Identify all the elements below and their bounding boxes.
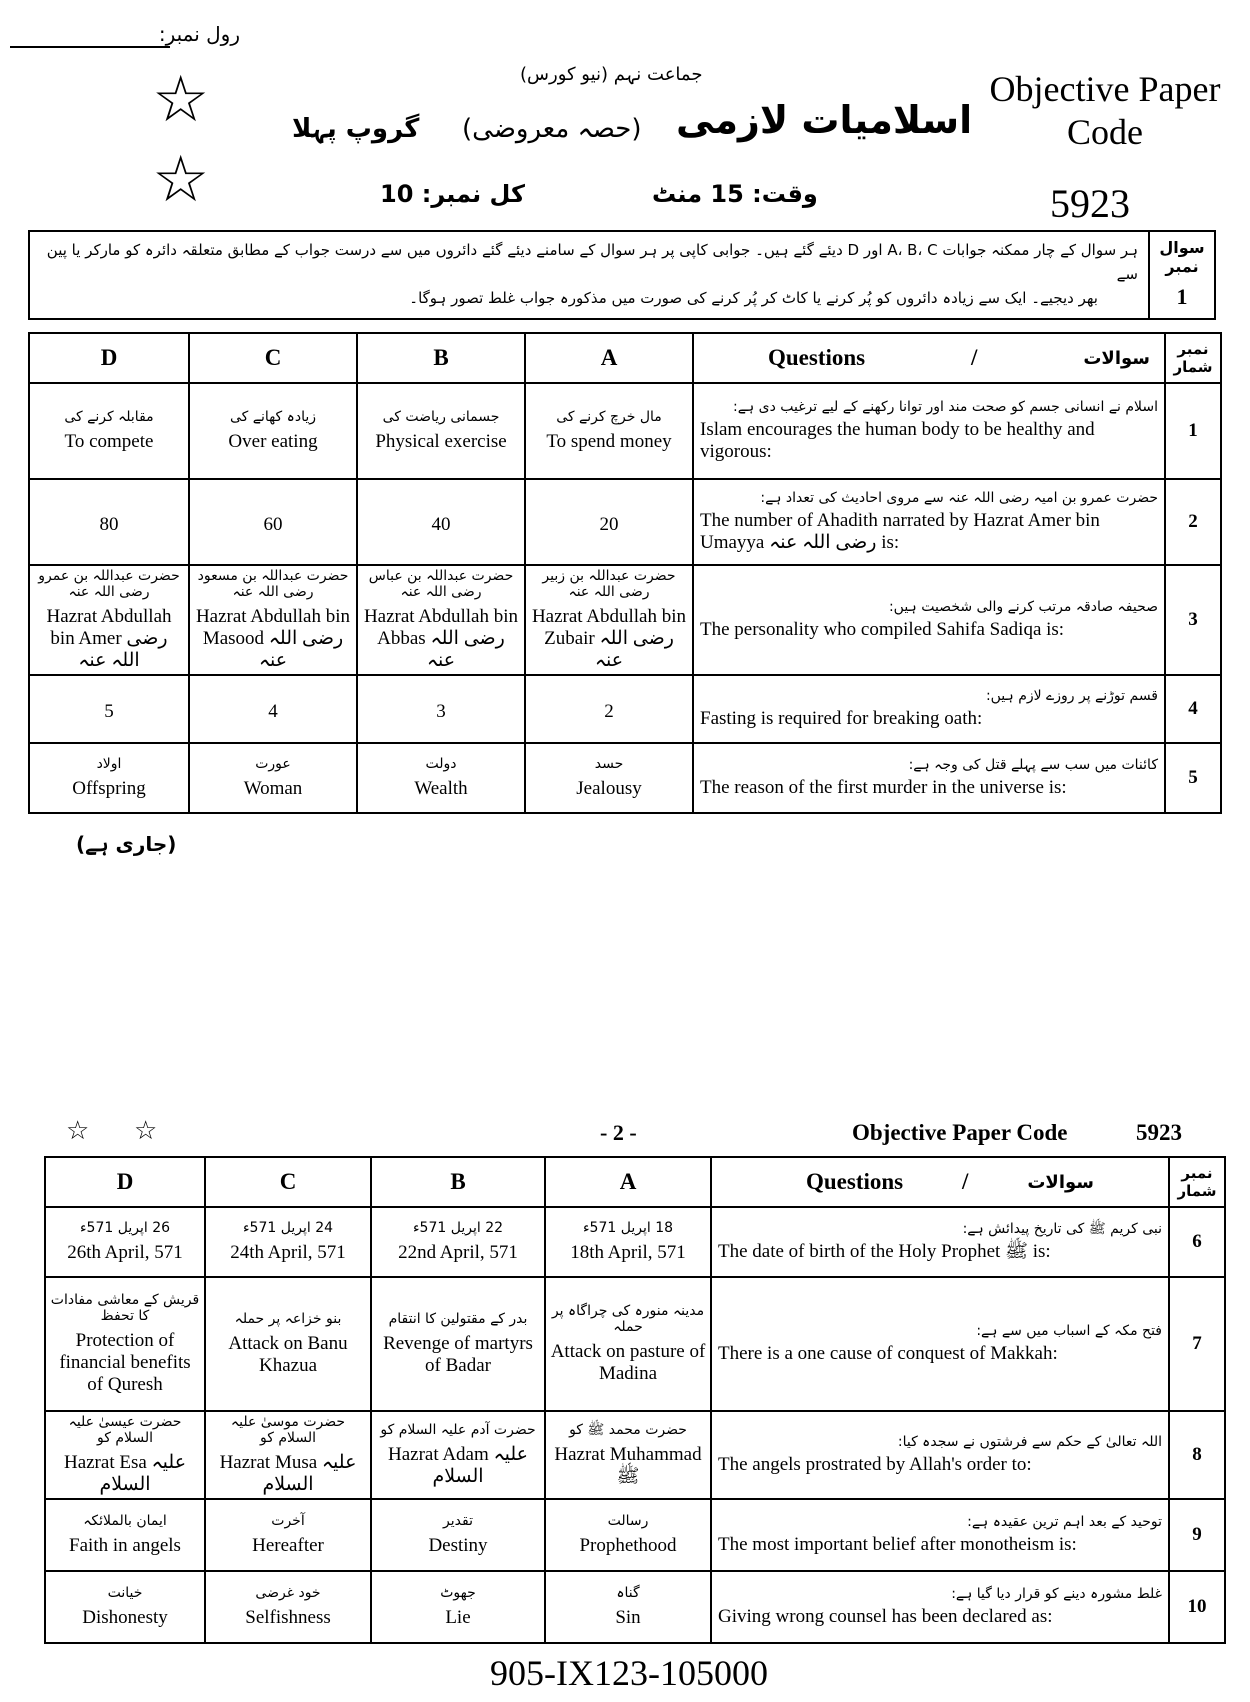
- option-c-english: 60: [263, 514, 283, 536]
- option-d-urdu: مقابلہ کرنے کی: [64, 409, 154, 426]
- question-number: 7: [1169, 1277, 1225, 1411]
- column-header-a: A: [525, 333, 693, 383]
- option-b: [371, 1411, 545, 1499]
- question-urdu: صحیفہ صادقہ مرتب کرنے والی شخصیت ہیں:: [888, 598, 1158, 615]
- option-c-urdu: آخرت: [271, 1512, 305, 1529]
- option-c: [205, 1571, 371, 1643]
- question-urdu: اللہ تعالیٰ کے حکم سے فرشتوں نے سجدہ کیا:: [897, 1433, 1162, 1450]
- option-c: [205, 1277, 371, 1411]
- option-d-english: Hazrat Abdullah bin Amer رضی اللہ عنہ: [46, 606, 172, 671]
- question-row: [29, 383, 1221, 479]
- option-a-urdu: گناہ: [616, 1584, 640, 1601]
- footer-code: 905-IX123-105000: [490, 1653, 768, 1693]
- option-d: [29, 479, 189, 565]
- option-b-english: Lie: [445, 1607, 471, 1628]
- subject-title: اسلامیات لازمی: [676, 98, 973, 142]
- roll-number-line[interactable]: [10, 46, 170, 48]
- option-a-english: Hazrat Muhammad ﷺ: [554, 1444, 702, 1487]
- question-urdu: فتح مکہ کے اسباب میں سے ہے:: [976, 1323, 1162, 1340]
- option-b-english: Physical exercise: [375, 431, 507, 453]
- question-row: [29, 743, 1221, 813]
- option-b: [371, 1571, 545, 1643]
- option-b: [357, 743, 525, 813]
- question-urdu: اسلام نے انسانی جسم کو صحت مند اور توانا رکھنے کے لیے ترغیب دی ہے:: [733, 399, 1158, 416]
- column-header-serial: نمبر شمار: [1169, 1157, 1225, 1207]
- option-d-english: 5: [104, 700, 114, 722]
- option-a-urdu: حضرت محمد ﷺ کو: [569, 1422, 687, 1439]
- page-2-paper-code-label: Objective Paper Code: [852, 1120, 1068, 1145]
- question-row: [45, 1207, 1225, 1277]
- option-c: [205, 1207, 371, 1277]
- option-a-urdu: رسالت: [607, 1512, 649, 1529]
- option-a-english: 20: [599, 514, 619, 536]
- option-a-urdu: حضرت عبداللہ بن زبیر رضی اللہ عنہ: [542, 568, 676, 601]
- instructions-box: [28, 230, 1216, 320]
- option-d-urdu: اولاد: [96, 755, 122, 772]
- option-d-urdu: ایمان بالملائکہ: [83, 1512, 167, 1529]
- option-d: [29, 675, 189, 743]
- question-text: [693, 383, 1165, 479]
- option-a: [525, 565, 693, 675]
- option-d-english: 26th April, 571: [67, 1242, 183, 1264]
- question-row: [29, 675, 1221, 743]
- option-b-urdu: 22 اپریل 571ء: [412, 1220, 504, 1237]
- option-d-english: Protection of financial benefits of Quresh: [59, 1330, 191, 1396]
- page-number: - 2 -: [600, 1120, 637, 1145]
- questions-slash: /: [971, 345, 978, 370]
- column-header-b: B: [371, 1157, 545, 1207]
- question-english: The reason of the first murder in the universe is:: [700, 776, 1067, 798]
- option-d-english: Hazrat Esa علیہ السلام: [63, 1452, 187, 1496]
- option-a-urdu: مدینہ منورہ کی چراگاہ پر حملہ: [551, 1303, 705, 1336]
- questions-table-page-2: [44, 1156, 1226, 1644]
- option-a-urdu: حسد: [594, 755, 624, 772]
- option-b: [357, 675, 525, 743]
- question-row: [45, 1571, 1225, 1643]
- roll-number-label: رول نمبر:: [158, 22, 240, 46]
- question-urdu: غلط مشورہ دینے کو قرار دیا گیا ہے:: [951, 1585, 1162, 1602]
- question-number: 8: [1169, 1411, 1225, 1499]
- option-b: [371, 1277, 545, 1411]
- question-text: [693, 675, 1165, 743]
- question-text: [711, 1411, 1169, 1499]
- option-a-english: Attack on pasture of Madina: [550, 1341, 706, 1385]
- question-number: 9: [1169, 1499, 1225, 1571]
- question-english: Islam encourages the human body to be healthy and vigorous:: [700, 419, 1095, 463]
- option-a-english: Hazrat Abdullah bin Zubair رضی اللہ عنہ: [531, 606, 687, 671]
- option-d-urdu: قریش کے معاشی مفادات کا تحفظ: [50, 1292, 200, 1325]
- class-label: جماعت نہم (نیو کورس): [520, 64, 703, 85]
- question-english: The angels prostrated by Allah's order to:: [718, 1454, 1032, 1476]
- option-b-urdu: جسمانی ریاضت کی: [382, 409, 500, 426]
- section-label: (حصہ معروضی): [462, 114, 642, 144]
- option-c-english: Hazrat Musa علیہ السلام: [219, 1452, 357, 1496]
- option-b-english: 22nd April, 571: [398, 1242, 518, 1264]
- star-icon: ☆: [152, 143, 210, 217]
- option-d-english: 80: [99, 514, 119, 536]
- column-header-d: D: [29, 333, 189, 383]
- column-header-a: A: [545, 1157, 711, 1207]
- option-d-urdu: حضرت عیسیٰ علیہ السلام کو: [68, 1414, 182, 1447]
- option-b-urdu: تقدیر: [443, 1512, 473, 1529]
- option-b: [357, 565, 525, 675]
- column-header-questions: [693, 333, 1165, 383]
- table-header-row: [29, 333, 1221, 383]
- option-c-urdu: بنو خزاعہ پر حملہ: [234, 1311, 342, 1328]
- option-b-urdu: دولت: [425, 755, 457, 772]
- question-number: 1: [1176, 284, 1188, 309]
- column-header-questions: [711, 1157, 1169, 1207]
- continued-label: (جاری ہے): [76, 832, 177, 856]
- option-a: [525, 675, 693, 743]
- option-c: [189, 383, 357, 479]
- option-c-urdu: زیادہ کھانے کی: [229, 409, 317, 426]
- column-header-d: D: [45, 1157, 205, 1207]
- option-b-english: Hazrat Abdullah bin Abbas رضی اللہ عنہ: [363, 606, 519, 671]
- paper-code: 5923: [1050, 181, 1130, 226]
- option-b-english: Revenge of martyrs of Badar: [383, 1333, 533, 1377]
- option-d-english: Faith in angels: [69, 1535, 181, 1556]
- option-c-english: Over eating: [228, 431, 318, 453]
- instructions-text: [30, 232, 1150, 318]
- question-english: Giving wrong counsel has been declared as:: [718, 1606, 1053, 1627]
- question-urdu: قسم توڑنے پر روزے لازم ہیں:: [985, 687, 1158, 704]
- option-b-english: 40: [431, 514, 451, 536]
- option-b-urdu: جھوٹ: [440, 1584, 476, 1601]
- question-text: [693, 479, 1165, 565]
- option-d: [45, 1499, 205, 1571]
- option-d: [45, 1277, 205, 1411]
- option-c-urdu: خود غرضی: [255, 1584, 321, 1601]
- option-a: [545, 1411, 711, 1499]
- option-b: [357, 383, 525, 479]
- option-c: [205, 1411, 371, 1499]
- option-c-urdu: حضرت عبداللہ بن مسعود رضی اللہ عنہ: [197, 568, 349, 601]
- question-english: Fasting is required for breaking oath:: [700, 707, 983, 729]
- option-a-urdu: مال خرچ کرنے کی: [556, 409, 662, 426]
- option-c: [189, 743, 357, 813]
- column-header-serial: نمبر شمار: [1165, 333, 1221, 383]
- option-c-english: 24th April, 571: [230, 1242, 346, 1264]
- option-d: [29, 565, 189, 675]
- star-icon: ☆: [66, 1116, 90, 1146]
- option-a-english: 18th April, 571: [570, 1242, 686, 1264]
- option-a-english: 2: [604, 700, 614, 722]
- option-d-urdu: خیانت: [107, 1584, 143, 1601]
- option-d-english: To compete: [64, 431, 154, 453]
- question-english: There is a one cause of conquest of Makkah:: [718, 1343, 1058, 1365]
- option-c: [189, 479, 357, 565]
- question-number-box: [1150, 232, 1214, 318]
- total-marks-label: کل نمبر: 10: [380, 180, 525, 208]
- option-a-english: Prophethood: [579, 1535, 677, 1556]
- question-number: 2: [1165, 479, 1221, 565]
- question-text: [693, 743, 1165, 813]
- question-number: 1: [1165, 383, 1221, 479]
- question-number: 4: [1165, 675, 1221, 743]
- group-label: گروپ پہلا: [292, 114, 420, 144]
- star-icon: ☆: [152, 63, 210, 137]
- table-header-row: [45, 1157, 1225, 1207]
- question-row: [29, 479, 1221, 565]
- option-b-urdu: حضرت عبداللہ بن عباس رضی اللہ عنہ: [368, 568, 514, 601]
- question-urdu: نبی کریم ﷺ کی تاریخ پیدائش ہے:: [962, 1221, 1162, 1238]
- question-row: [45, 1499, 1225, 1571]
- question-urdu: حضرت عمرو بن امیہ رضی اللہ عنہ سے مروی احادیث کی تعداد ہے:: [760, 490, 1158, 507]
- option-b-english: Destiny: [428, 1535, 488, 1556]
- option-a-english: To spend money: [546, 431, 672, 453]
- option-d: [45, 1207, 205, 1277]
- question-urdu: توحید کے بعد اہم ترین عقیدہ ہے:: [967, 1513, 1162, 1530]
- question-english: The most important belief after monotheism is:: [718, 1534, 1077, 1555]
- question-number: 6: [1169, 1207, 1225, 1277]
- question-urdu: کائنات میں سب سے پہلے قتل کی وجہ ہے:: [908, 756, 1158, 773]
- option-d-urdu: حضرت عبداللہ بن عمرو رضی اللہ عنہ: [38, 568, 180, 601]
- option-c-urdu: 24 اپریل 571ء: [242, 1220, 334, 1237]
- question-row: [45, 1277, 1225, 1411]
- question-text: [711, 1207, 1169, 1277]
- option-c: [189, 565, 357, 675]
- option-d: [45, 1571, 205, 1643]
- option-c-english: 4: [268, 700, 278, 722]
- option-b-english: Hazrat Adam علیہ السلام: [387, 1444, 528, 1487]
- instructions-line-2: بھر دیجیے۔ ایک سے زیادہ دائروں کو پُر کرنے یا کاٹ کر پُر کرنے کی صورت میں مذکورہ جواب غلط تصور ہوگا۔: [409, 289, 1098, 307]
- option-c-english: Attack on Banu Khazua: [228, 1333, 348, 1377]
- option-a: [545, 1277, 711, 1411]
- option-a-english: Sin: [615, 1607, 641, 1628]
- question-english: The date of birth of the Holy Prophet ﷺ is:: [718, 1241, 1051, 1263]
- option-a: [545, 1207, 711, 1277]
- option-a-english: Jealousy: [576, 777, 642, 799]
- option-a: [525, 743, 693, 813]
- column-header-c: C: [189, 333, 357, 383]
- option-b-urdu: بدر کے مقتولین کا انتقام: [388, 1311, 528, 1328]
- question-text: [711, 1277, 1169, 1411]
- option-c: [205, 1499, 371, 1571]
- option-b-english: Wealth: [414, 777, 468, 799]
- option-b-urdu: حضرت آدم علیہ السلام کو: [380, 1422, 536, 1439]
- option-c-english: Hereafter: [252, 1535, 324, 1556]
- column-header-b: B: [357, 333, 525, 383]
- option-c: [189, 675, 357, 743]
- question-english: The personality who compiled Sahifa Sadiqa is:: [700, 618, 1065, 640]
- questions-slash: /: [962, 1169, 969, 1194]
- option-a: [525, 383, 693, 479]
- option-a: [545, 1571, 711, 1643]
- option-c-english: Hazrat Abdullah bin Masood رضی اللہ عنہ: [195, 606, 351, 671]
- instructions-line-1: ہر سوال کے چار ممکنہ جوابات A، B، C اور D دیئے گئے ہیں۔ جوابی کاپی پر ہر سوال کے سامنے دیئے گئے دائروں میں سے درست جواب کے مطابق متعلقہ دائرہ کو مارکر یا پین سے: [46, 241, 1138, 283]
- star-icon: ☆: [134, 1116, 158, 1146]
- option-c-urdu: حضرت موسیٰ علیہ السلام کو: [230, 1414, 346, 1447]
- page-2-paper-code: 5923: [1136, 1120, 1182, 1145]
- question-row: [29, 565, 1221, 675]
- option-d: [29, 743, 189, 813]
- questions-urdu-label: سوالات: [1083, 347, 1150, 369]
- time-label: وقت: 15 منٹ: [652, 180, 818, 208]
- question-number: 3: [1165, 565, 1221, 675]
- question-text: [711, 1499, 1169, 1571]
- option-d-english: Offspring: [72, 777, 146, 799]
- questions-english-label: Questions: [768, 345, 866, 370]
- option-c-urdu: عورت: [255, 755, 291, 772]
- option-a: [525, 479, 693, 565]
- question-number-label: سوال نمبر: [1159, 238, 1205, 276]
- questions-urdu-label: سوالات: [1027, 1171, 1094, 1193]
- question-english: The number of Ahadith narrated by Hazrat Amer bin Umayya رضی اللہ عنہ is:: [700, 510, 1100, 554]
- option-c-english: Selfishness: [245, 1607, 331, 1628]
- option-a: [545, 1499, 711, 1571]
- option-b: [371, 1207, 545, 1277]
- option-b-english: 3: [436, 700, 446, 722]
- question-text: [711, 1571, 1169, 1643]
- question-number: 10: [1169, 1571, 1225, 1643]
- paper-code-label: Objective Paper Code: [989, 69, 1221, 153]
- question-number: 5: [1165, 743, 1221, 813]
- option-b: [357, 479, 525, 565]
- option-a-urdu: 18 اپریل 571ء: [582, 1220, 674, 1237]
- option-d: [45, 1411, 205, 1499]
- option-b: [371, 1499, 545, 1571]
- option-c-english: Woman: [243, 777, 303, 799]
- option-d-english: Dishonesty: [82, 1607, 168, 1628]
- questions-table-page-1: [28, 332, 1222, 814]
- question-text: [693, 565, 1165, 675]
- option-d-urdu: 26 اپریل 571ء: [79, 1220, 171, 1237]
- option-d: [29, 383, 189, 479]
- questions-english-label: Questions: [806, 1169, 904, 1194]
- question-row: [45, 1411, 1225, 1499]
- column-header-c: C: [205, 1157, 371, 1207]
